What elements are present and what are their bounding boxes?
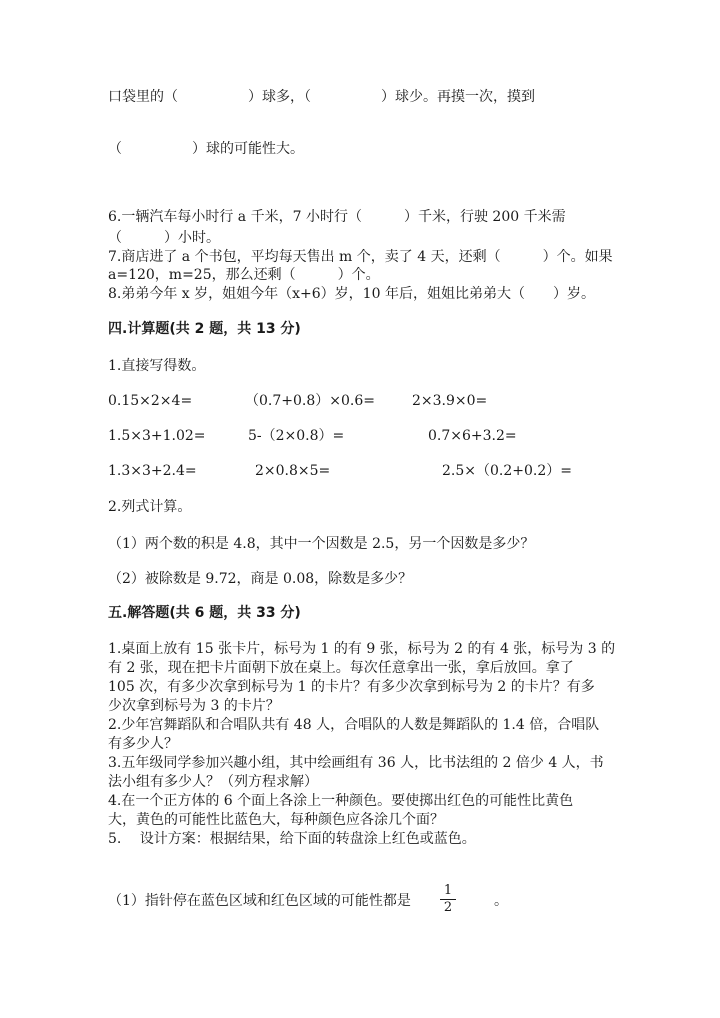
- text-line: 1.直接写得数。: [108, 358, 206, 374]
- text-line: （ ）小时。: [108, 230, 220, 246]
- calc-item: （0.7+0.8）×0.6=: [245, 393, 375, 409]
- text-line: 有多少人？: [108, 736, 178, 752]
- fraction-numerator: 1: [440, 884, 456, 900]
- calc-item: 2.5×（0.2+0.2）=: [442, 463, 572, 479]
- calc-item: 1.3×3+2.4=: [108, 463, 197, 479]
- problem-3: 3.五年级同学参加兴趣小组，其中绘画组有 36 人，比书法组的 2 倍少 4 人，书: [108, 755, 604, 771]
- calc-item: 2×0.8×5=: [255, 463, 331, 479]
- calc-item: 0.15×2×4=: [108, 393, 193, 409]
- text-line: 105 次，有多少次拿到标号为 1 的卡片？有多少次拿到标号为 2 的卡片？有多: [108, 679, 595, 695]
- question-8: 8.弟弟今年 x 岁，姐姐今年（x+6）岁，10 年后，姐姐比弟弟大（ ）岁。: [108, 286, 595, 302]
- text-line: （ ）球的可能性大。: [108, 141, 304, 157]
- text-line: 有 2 张，现在把卡片面朝下放在桌上。每次任意拿出一张，拿后放回。拿了: [108, 660, 574, 676]
- text-line: （1）两个数的积是 4.8，其中一个因数是 2.5，另一个因数是多少？: [108, 536, 535, 552]
- fraction-one-half: [440, 884, 456, 915]
- section-heading-4: 四.计算题(共 2 题，共 13 分): [108, 321, 301, 337]
- fraction-denominator: 2: [443, 900, 453, 915]
- calc-item: 2×3.9×0=: [412, 393, 488, 409]
- text-line: 口袋里的（ ）球多，（ ）球少。再摸一次，摸到: [108, 89, 535, 105]
- question-6: 6.一辆汽车每小时行 a 千米，7 小时行（ ）千米，行驶 200 千米需: [108, 209, 566, 225]
- problem-2: 2.少年宫舞蹈队和合唱队共有 48 人，合唱队的人数是舞蹈队的 1.4 倍，合唱队: [108, 717, 600, 733]
- text-line: 大，黄色的可能性比蓝色大，每种颜色应各涂几个面？: [108, 812, 444, 828]
- text-line: a=120，m=25，那么还剩（ ）个。: [108, 267, 380, 283]
- text-line: 2.列式计算。: [108, 499, 192, 515]
- answer-blank-end: 。: [494, 893, 508, 909]
- calc-item: 0.7×6+3.2=: [428, 428, 517, 444]
- problem-1: 1.桌面上放有 15 张卡片，标号为 1 的有 9 张，标号为 2 的有 4 张，标号为 3 的: [108, 641, 616, 657]
- problem-4: 4.在一个正方体的 6 个面上各涂上一种颜色。要使掷出红色的可能性比黄色: [108, 793, 574, 809]
- sub-question-1: （1）指针停在蓝色区域和红色区域的可能性都是: [108, 893, 411, 909]
- section-heading-5: 五.解答题(共 6 题，共 33 分): [108, 605, 301, 621]
- problem-5: 5. 设计方案：根据结果，给下面的转盘涂上红色或蓝色。: [108, 831, 476, 847]
- text-line: 法小组有多少人？（列方程求解）: [108, 774, 318, 790]
- text-line: （2）被除数是 9.72，商是 0.08，除数是多少？: [108, 571, 413, 587]
- question-7: 7.商店进了 a 个书包，平均每天售出 m 个，卖了 4 天，还剩（ ）个。如果: [108, 249, 613, 265]
- text-line: 少次拿到标号为 3 的卡片？: [108, 698, 280, 714]
- calc-item: 5-（2×0.8）=: [248, 428, 345, 444]
- calc-item: 1.5×3+1.02=: [108, 428, 206, 444]
